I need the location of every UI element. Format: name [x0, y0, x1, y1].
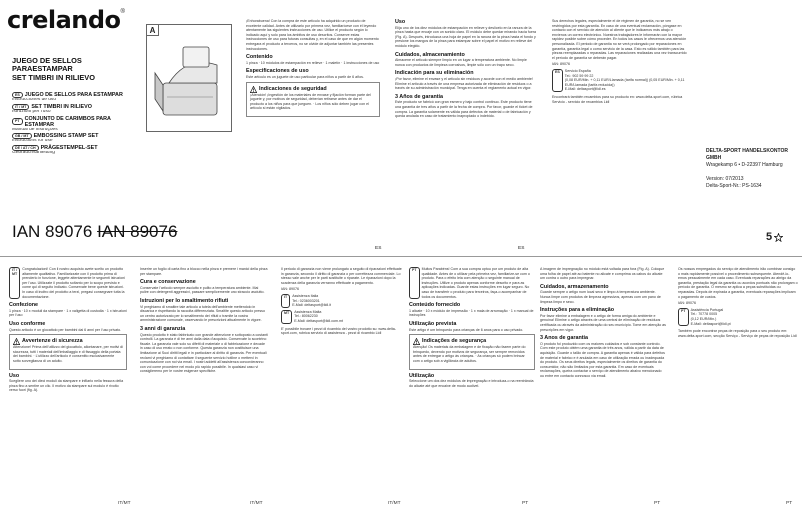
footer-es-1: ES: [375, 246, 382, 251]
footer-lang-6: PT: [786, 501, 793, 506]
service-email[interactable]: deltasport@lidl.it: [304, 303, 332, 308]
language-title: PRÄGESTEMPEL-SET: [40, 145, 98, 152]
page-number: [766, 231, 783, 243]
language-entry: [12, 145, 124, 156]
cover-title: [12, 57, 124, 82]
email-label: E-Mail:: [292, 303, 304, 308]
use-text: Scegliere uno dei dieci moduli da stampare e infilarlo nella fessura della pinza fino a sentire un clic. Il motivo da stampare sul modulo è rivolto verso fuori (fig. A).: [9, 379, 124, 393]
es-column-3: [552, 19, 688, 241]
safety-text: Attenzione! Prima dell'utilizzo del giocattolo, allontanare, per motivi di sicurezza, tutti i materiali dell'imballaggio e di fissaggio della portata dei bambini. · L'utilizzo dell'articolo è consentito esclusivamente sotto sorveglianza di un adulto.: [13, 345, 123, 363]
language-flag-badge: ES: [12, 92, 23, 98]
service-flag-badge: MT: [281, 310, 292, 324]
page-number-text: 5: [766, 231, 773, 243]
language-title: SET TIMBRI IN RILIEVO: [31, 103, 92, 110]
language-flag-badge: DE / AT / CH: [12, 145, 39, 151]
warranty-cont-text: Il periodo di garanzia non viene prolungato a seguito di riparazioni effettuate in garanzia, secondo il diritto di garanzia o per correttezza commerciale. Lo stesso vale anche per le parti sostituite o riparate. Le riparazioni dopo la scadenza della garanzia verranno effettuate a pagamento.: [281, 267, 402, 285]
warranty-text: Questo prodotto è stato fabbricato con grande attenzione e sottoposto a costanti controlli. La garanzia è di tre anni dalla data d'acquisto. Conservate lo scontrino fiscale. La garanzia vale solo su difetti di materiale o di fabbricazione e decade in caso di uso errato o non conforme. Questa garanzia non costituisce una limitazione ai Suoi diritti legali e in particolare al diritto di garanzia. Per eventuali reclami vi preghiamo di contattare il seguente servizio hotline o mettervi in comunicazione con noi via email. I nostri addetti all'assistenza concorderanno con voi come procedere nel modo più rapido possibile. In qualsiasi caso vi consiglieremo per le vostre esigenze specifiche.: [140, 332, 268, 374]
service-malta: [281, 310, 403, 324]
intended-use-text: Questo articolo è un giocattolo per bambini dai 6 anni per l'uso privato.: [9, 327, 122, 332]
contents-heading: Confezione: [9, 302, 39, 309]
language-subtitle: Gebrauchsanleitung: [12, 151, 55, 156]
language-flag-badge: GB / MT: [12, 133, 32, 139]
disposal-text: Por favor elimine a embalagem e o artigo de forma amiga do ambiente e genuína! Elimine o artigo através de uma central de eliminação de resíduos certificada ou através da administração do seu município. Tome em atenção as prescrições em vigor.: [540, 313, 666, 332]
safety-heading-text: Indicaciones de seguridad: [259, 85, 327, 92]
safety-text: ¡Atención! ¡Ingestión de los materiales de envase y fijación forman parte del juguete y, por motivos de seguridad, deberían retirarse antes de dar el producto a los niños para que jueguen. · Los niños sólo deben jugar con el artículo si están vigilados.: [250, 92, 371, 111]
service-name: Assistenza Italia: [292, 293, 319, 298]
contents-text: 1 pinza · 10 módulos de estampación en relieve · 1 maletín · 1 instrucciones de uso: [246, 60, 380, 65]
sport-number: Delta-Sport-Nr.: PS-1634: [706, 183, 762, 189]
safety-box: [409, 334, 535, 369]
safety-heading: [250, 86, 376, 93]
it-column-1: [9, 267, 127, 499]
spare-parts-text: Encontrará también recambios para su producto en: www.delta-sport.com, rúbrica Servicio - servicio de recambios Lidl: [552, 94, 683, 104]
tel-label: Tel.:: [564, 73, 572, 78]
service-tel: 902 59 99 22: [572, 73, 594, 78]
footer-lang-1: IT/MT: [118, 501, 131, 506]
brand-logo: [7, 6, 125, 34]
tel-label: Tel.:: [294, 314, 301, 319]
it-column-2: [140, 267, 268, 499]
it-column-3: [281, 267, 403, 499]
ian-text-struck: IAN 89076: [97, 222, 178, 241]
disposal-heading: Instruções para a eliminação: [540, 307, 615, 314]
service-name: Assistência Portugal: [690, 307, 724, 312]
page-divider: [0, 256, 802, 257]
registered-mark: ®: [120, 9, 125, 15]
warranty-text: O produto foi produzido com os maiores cuidados e sob constante controlo. Com este produto obtém uma garantia de três anos, válida a partir da data de aquisição. Guarde o talão de compra. A garantia apenas é válida para defeitos de material e fabrico e é anulada em caso de utilização errada ou inadequada do produto. Os seus direitos legais, especialmente os direitos de garantia do consumidor, não são limitados por esta garantia. Em caso de eventuais reclamações, queira contactar o serviço de atendimento abaixo mencionado ou entre em contacto connosco via email.: [540, 341, 665, 378]
footer-es-2: ES: [518, 246, 525, 251]
rights-text: Sus derechos legales, especialmente el de régimen de garantía, no se ven restringidos por esta garantía. En caso de una eventual reclamación, póngase en contacto con el servicio de atención al cliente que le indicamos más abajo o envíenos un correo electrónico. Nuestros trabajadores le informarán con la mayor rapidez posible sobre cómo proceder. En todos los casos le ofrecemos una atención personalizada. El periodo de garantía no se verá prolongado por reparaciones en garantía, garantía legal o como servicio de la casa. Esto es válido también para las piezas reemplazadas o reparadas. Las reparaciones realizadas una vez transcurrido el período de garantía se deberán pagar.: [552, 19, 687, 60]
intro-body: Congratulazioni! Con il nostro acquisto avete scelto un prodotto altamente qualitativo. Familiarizzate con il prodotto prima di prenderlo in funzione, leggete attentamente le seguenti istruzioni per l'uso. Utilizzate il prodotto soltanto per lo scopo previsto e come qui di seguito indicato. Conservate bene queste istruzioni. In caso di inoltro del prodotto a terzi, pregasi consegnare tutta la documentazione.: [22, 267, 126, 299]
service-tel: 70778 0005: [698, 312, 718, 317]
language-title: CONJUNTO DE CARIMBOS PARA ESTAMPAR: [24, 115, 111, 128]
figure-label: A: [147, 25, 159, 36]
intro-text: [9, 267, 127, 299]
cover-title-line: JUEGO DE SELLOS: [12, 56, 82, 65]
language-entry: [12, 116, 124, 133]
language-flag-badge: PT: [409, 267, 420, 299]
language-flag-badge: IT / MT: [12, 104, 29, 110]
ian-ref: IAN: 89076: [678, 301, 696, 306]
cover-title-line: PARAESTAMPAR: [12, 64, 73, 74]
tel-label: Tel.:: [292, 298, 299, 303]
service-italy: [281, 294, 403, 308]
language-list: [12, 92, 124, 156]
company-address: Wragekamp 6 • D-22397 Hamburg: [706, 162, 783, 168]
service-email[interactable]: deltasport@lidl.pt: [702, 321, 731, 326]
service-tel: 80062230: [301, 314, 318, 319]
care-text: Conservate l'articolo sempre asciutto e pulito a temperatura ambiente. Mai pulire con detergenti aggressivi, passare semplicemente uno straccio asciutto.: [140, 285, 265, 295]
svg-text:!: !: [415, 340, 418, 346]
safety-heading-text: Avvertenze di sicurezza: [22, 338, 83, 345]
safety-heading: [413, 338, 531, 345]
warning-icon: [250, 86, 257, 93]
warranty-text: Este producto se fabricó con gran esmero y bajo control continuo. Este producto tiene una garantía de tres años a partir de la fecha de compra. Por favor, guarde el ticket de compra. La garantía solamente es válida para defectos de material o de fabricación y queda anulada en caso de tratamiento inapropiado o indebido.: [395, 100, 533, 119]
email-label: E-Mail:: [564, 87, 576, 92]
use-text: Elija uno de los diez módulos de estampación en relieve y deslícelo en la ranura de la pinza hasta que encaje con un sonido claro. El módulo debe quedar mirando hacia fuera (Fig. A). Después, introduzca una hoja de papel en la ranura de la pinza hasta el fondo y presione los mangos de la pinza para estampar sobre el papel el motivo en relieve del módulo elegido.: [395, 25, 537, 48]
use-cont-text: A imagem de impregnação no módulo está voltada para fora (Fig. A). Coloque uma folha de papel até ao batente no alicate e comprima os cabos do alicate um contra o outro para impregnar.: [540, 267, 665, 281]
brand-name: crelando: [7, 6, 121, 34]
safety-text: Atenção! Os materiais da embalagem e de fixação não fazem parte do brinquedo, devendo por motivos de segurança, ser sempre removidos antes de entregar o artigo às crianças. · As crianças só podem brincar com o artigo sob a vigilância de adultos.: [413, 345, 526, 363]
use-heading: Uso: [395, 19, 406, 25]
care-heading: Cura e conservazione: [140, 279, 196, 286]
care-text: Guarde sempre o artigo num local seco e limpo à temperatura ambiente. Nunca limpe com produtos de limpeza agressivos, apenas com um pano de limpeza limpo e seco.: [540, 290, 661, 304]
language-subtitle: Instructions for use: [12, 139, 53, 144]
company-block: [706, 148, 798, 190]
disposal-text: ¡Por favor, elimine el envase y el artículo sin residuos y acorde con el medio ambiente! Elimine el artículo a través de una empresa autorizada de eliminación de residuos o a través de su administración municipal. Tenga en cuenta el reglamento actual en vigor.: [395, 76, 533, 91]
use-cont-text: Inserire un foglio di carta fino a blocco nella pinza e premere i manici della pinza per stampare.: [140, 267, 268, 276]
service-flag-badge: PT: [678, 308, 689, 326]
intended-use-heading: Utilização prevista: [409, 320, 457, 327]
ian-text: IAN 89076: [12, 222, 93, 241]
language-entry: [12, 92, 124, 103]
service-email[interactable]: deltasport@lidl.es: [576, 87, 606, 92]
disposal-text: Vi preghiamo di smaltire tale articolo a tutela dell'ambiente mettendolo in discarica e rispettando la raccolta differenziata. Smaltite questo articolo presso un centro autorizzato per lo smaltimento dei rifiuti o tramite la vostra amministrazione comunale, osservando le prescrizioni attualmente in vigore.: [140, 304, 265, 323]
ian-ref: IAN: 89076: [552, 62, 570, 67]
svg-text:!: !: [15, 340, 18, 346]
service-portugal: [678, 308, 798, 326]
intended-use-heading: Uso conforme: [9, 320, 46, 327]
warning-icon: [413, 338, 420, 345]
product-figure: [146, 24, 232, 132]
intended-use-heading: Especificaciones de uso: [246, 68, 309, 75]
footer-lang-2: IT/MT: [250, 501, 263, 506]
pt-column-2: [540, 267, 666, 499]
language-entry: [12, 133, 124, 144]
service-tel: 0236003201: [299, 298, 320, 303]
ian-ref: IAN: 89076: [281, 287, 299, 292]
tel-label: Tel.:: [690, 312, 698, 317]
service-rates: (0,08 EUR/Min. + 0,11 EUR/Llamada (tarifa normal)) (0,05 EUR/Min. + 0,11 EUR/Llamada (tarifa reducida)): [564, 78, 685, 87]
email-label: E-Mail:: [690, 321, 702, 326]
service-block: [552, 69, 688, 92]
warranty-heading: 3 Anos de garantia: [540, 335, 589, 342]
language-title: JUEGO DE SELLOS PARA ESTAMPAR: [24, 92, 123, 99]
intended-use-text: Este artigo é um brinquedo para crianças de 6 anos para o uso privado.: [409, 327, 524, 332]
warranty-heading: 3 anni di garanzia: [140, 325, 186, 332]
service-flag-badge: IT: [281, 294, 290, 308]
use-heading: Utilização: [409, 372, 435, 379]
language-title: EMBOSSING STAMP SET: [33, 133, 99, 140]
pt-column-3: [678, 267, 798, 499]
star-icon: [774, 233, 783, 242]
use-text: Seleccione um dos dez módulos de impregnação e introduza-o na reentrância do alicate até que encaixe de modo audível.: [409, 379, 534, 388]
care-heading: Cuidados, armazenamento: [540, 283, 609, 290]
language-subtitle: Instrucciones de uso: [12, 98, 56, 103]
warranty-heading: 3 Años de garantía: [395, 93, 444, 100]
version: Version: 07/2013: [706, 176, 744, 182]
ian-number: [12, 222, 177, 242]
care-text: Almacene el artículo siempre limpio en un lugar a temperatura ambiente. No limpie nunca con productos de limpieza corrosivos, limpie sólo con un trapo seco.: [395, 58, 527, 67]
language-subtitle: Manual de instruções: [12, 127, 58, 132]
pt-column-1: [409, 267, 535, 499]
svg-text:!: !: [252, 87, 255, 93]
cover-title-line: SET TIMBRI IN RILIEVO: [12, 72, 95, 82]
email-label: E-Mail:: [294, 318, 306, 323]
safety-box: [246, 82, 380, 117]
care-heading: Cuidados, almacenamiento: [395, 51, 465, 58]
language-flag-badge: PT: [12, 118, 23, 124]
use-heading: Uso: [9, 372, 20, 379]
service-email[interactable]: deltasport@lidl.com.mt: [306, 318, 343, 323]
intro-text: ¡Enhorabuena! Con la compra de este artículo ha adquirido un producto de excelente calidad. Antes de utilizarlo por primera vez, familiarícese con él leyendo atentamente las siguientes instrucciones de uso. Utilice el producto según lo indicado aquí y solo para los ámbitos de uso descritos. Conserve estas instrucciones de uso para futuras consultas y, en el caso de que en algún momento entregara el producto a terceros, no se olvide de adjuntar también las presentes instrucciones.: [246, 19, 379, 51]
intended-use-text: Este artículo es un juguete de uso particular para niños a partir de 6 años.: [246, 74, 364, 79]
contents-text: 1 alicate · 10 x módulo de impressão · 1 x mala de arrumação · 1 x manual de instruções: [409, 308, 534, 318]
service-rate: (0,12 EUR/Min.): [690, 316, 717, 321]
language-entry: [12, 104, 124, 115]
contents-heading: Conteúdo fornecido: [409, 302, 461, 309]
service-name: Assistenza Malta: [294, 309, 322, 314]
intro-text: [409, 267, 535, 299]
language-subtitle: Istruzioni per l'uso: [12, 110, 51, 114]
es-column-1: [246, 19, 380, 239]
safety-box: [9, 334, 127, 369]
language-flag-badge: IT / MT: [9, 267, 20, 299]
disposal-heading: Indicación para su eliminación: [395, 70, 474, 77]
footer-lang-4: PT: [522, 501, 529, 506]
warranty-cont-text: Os nossos empregados do serviço de atendimento irão combinar consigo o mais rapidamente possível o procedimento subsequente. Atendê-lo-emos pessoalmente em cada caso. Eventuais reparações ao abrigo da garantia, prestação legal da garantia ou acordos pontuais não prolongam o período de garantia. O mesmo se aplica a peças substituídas ou reparadas. Depois de expirada a garantia, eventuais reparações implicam o pagamento de custos.: [678, 267, 798, 299]
spare-parts-text: Também pode encontrar peças de reposição para o seu produto em: www.delta-sport.com, secção Serviço - Serviço de peças de reposição Lidl: [678, 329, 797, 338]
stamp-device-illustration: [147, 25, 233, 133]
safety-heading-text: Indicações de segurança: [422, 338, 487, 345]
intro-body: Muitos Parabéns! Com a sua compra optou por um produto de alta qualidade. Antes de o utilizar pela primeira vez, familiarize-se com o produto. Para o efeito leia com atenção o seguinte manual de instruções. Utilize o produto apenas conforme descrito e para as aplicações indicadas. Guarde estas instruções em lugar seguro. No caso de transferir o produto para terceiros, faça-o acompanhar de todos os documentos.: [421, 267, 530, 299]
service-flag-badge: ES: [552, 69, 563, 92]
company-name: DELTA-SPORT HANDELSKONTOR GMBH: [706, 148, 788, 161]
service-name: Servicio España: [564, 68, 591, 73]
disposal-heading: Istruzioni per lo smaltimento rifiuti: [140, 297, 229, 304]
footer-lang-3: IT/MT: [388, 501, 401, 506]
contents-text: 1 pinza · 10 x moduli da stampare · 1 x valigetta di custodia · 1 x istruzioni per l'uso: [9, 308, 127, 318]
safety-heading: [13, 338, 123, 345]
spare-parts-text: E' possibile trovare i pezzi di ricambio del vostro prodotto su: www.delta-sport.com, rubrica servizio di assistenza - pezzi di ricambio Lidl: [281, 326, 396, 336]
es-column-2: [395, 19, 537, 241]
footer-lang-5: PT: [654, 501, 661, 506]
warning-icon: [13, 338, 20, 345]
contents-heading: Contenido: [246, 54, 273, 61]
